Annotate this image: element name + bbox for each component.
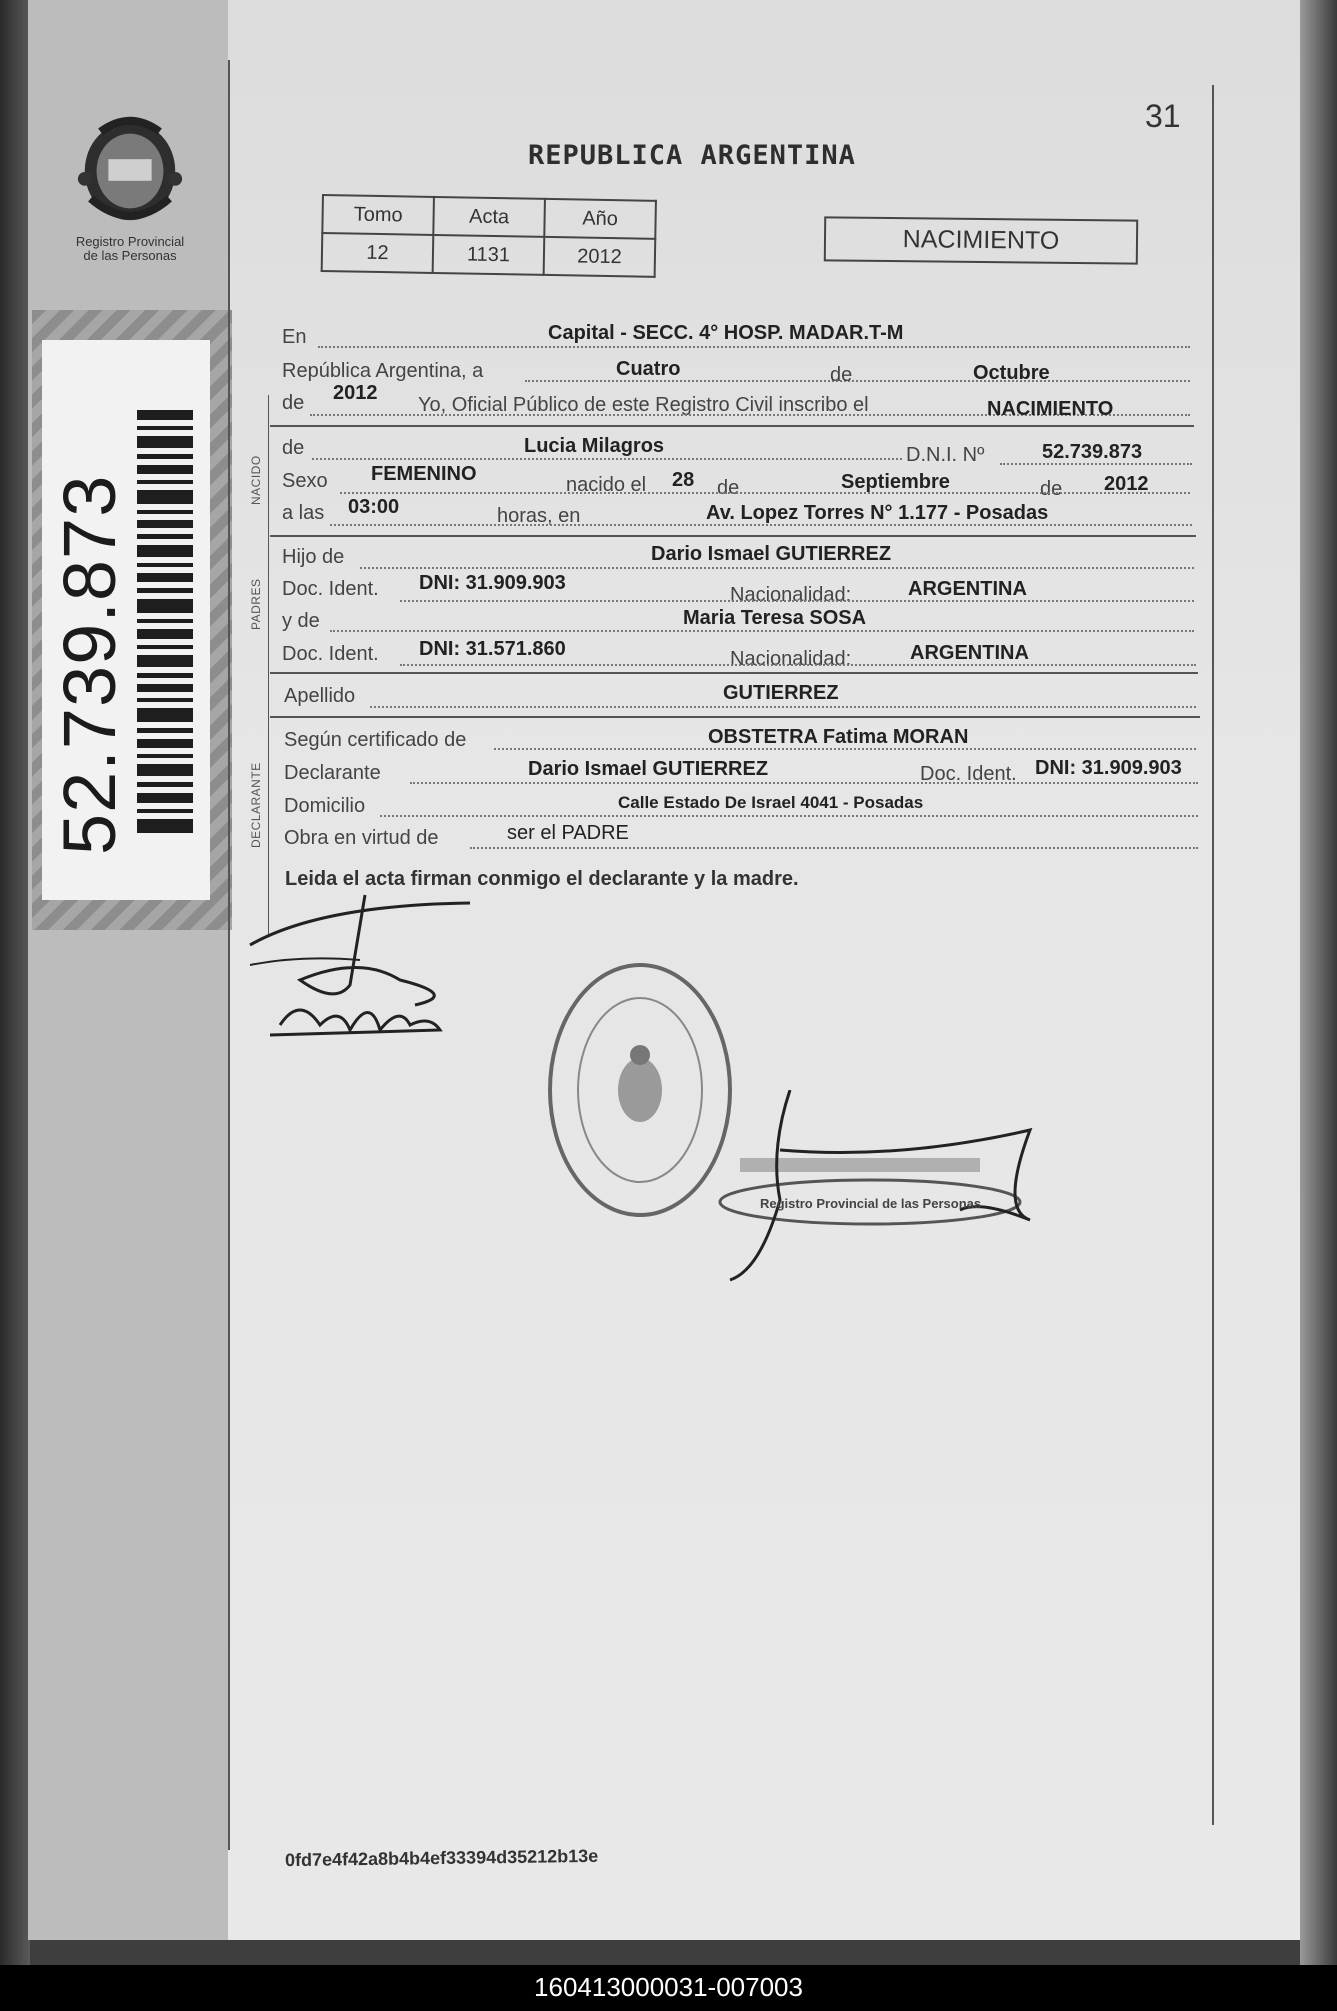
declarant-address: Calle Estado De Israel 4041 - Posadas [618,793,924,812]
surname: GUTIERREZ [723,682,839,704]
de2-label: de [282,392,305,414]
sexo-label: Sexo [282,470,328,492]
reference-table [321,194,657,278]
scan-footer-code: 160413000031-007003 [0,1965,1337,2011]
sexo-value: FEMENINO [371,463,477,485]
de5-label: de [1040,478,1063,500]
apellido-label: Apellido [284,685,356,707]
yde-label: y de [282,610,320,632]
birth-place: Av. Lopez Torres N° 1.177 - Posadas [706,502,1049,524]
barcode-icon [137,410,193,840]
act-type-box: NACIMIENTO [824,216,1138,264]
section-divider [270,425,1194,427]
margin-rule-left [228,60,230,1850]
provincial-seal-icon [71,110,189,228]
book-spine [0,0,30,1965]
hijo-label: Hijo de [282,546,345,568]
doc3-label: Doc. Ident. [920,763,1017,785]
dotted-line [360,567,1194,569]
section-divider [270,672,1198,674]
barcode-number: 52.739.873 [48,474,131,855]
birth-day: 28 [672,469,695,491]
child-dni: 52.739.873 [1042,441,1143,463]
ref-header-tomo: Tomo [322,195,434,235]
margin-rule-right [1212,85,1214,1825]
birth-time: 03:00 [348,496,400,518]
inscribe-type: NACIMIENTO [987,398,1114,420]
dotted-line [370,706,1196,708]
reference-header-row [322,195,656,239]
ref-header-acta: Acta [433,197,545,237]
declarant-doc: DNI: 31.909.903 [1035,757,1182,779]
closing-statement: Leida el acta firman conmigo el declarante y la madre. [285,868,799,890]
nacionalidad-label: Nacionalidad: [730,584,852,606]
en-label: En [282,326,307,348]
dotted-line [318,346,1190,348]
dotted-line [330,630,1194,632]
section-divider [270,716,1200,718]
segun-label: Según certificado de [284,729,467,751]
side-label-declarante: DECLARANTE [249,762,263,848]
domicilio-label: Domicilio [284,795,366,817]
section-divider [270,535,1196,537]
document-hash: 0fd7e4f42a8b4b4ef33394d35212b13e [284,1845,599,1871]
declarant-capacity: ser el PADRE [507,822,629,844]
mother-name: Maria Teresa SOSA [683,607,867,629]
de4-label: de [717,477,740,499]
reference-value-row [322,233,656,277]
father-doc: DNI: 31.909.903 [419,572,566,594]
dotted-line [494,748,1196,750]
dotted-line [400,664,1196,666]
doc-label: Doc. Ident. [282,578,379,600]
dotted-line [330,524,1192,526]
de3-label: de [282,437,305,459]
side-label-nacido: NACIDO [249,455,263,505]
ref-header-ano: Año [544,199,656,239]
registry-logo [60,110,200,263]
declarant-signature-icon [240,885,480,1075]
alas-label: a las [282,502,325,524]
dotted-line [312,458,902,460]
side-label-padres: PADRES [249,578,263,630]
oficial-text: Yo, Oficial Público de este Registro Civil inscribo el [418,394,869,416]
birth-year: 2012 [1104,473,1149,495]
ref-value-acta: 1131 [433,235,545,275]
certificate-issuer: OBSTETRA Fatima MORAN [708,726,969,748]
child-name: Lucia Milagros [524,435,665,457]
ref-value-tomo: 12 [322,233,434,273]
dotted-line [400,600,1194,602]
dni-label: D.N.I. Nº [906,444,985,466]
registry-stamp-text: Registro Provincial de las Personas [760,1196,982,1211]
nacido-label: nacido el [566,474,647,496]
dotted-line [470,847,1198,849]
year: 2012 [333,382,378,404]
republica-label: República Argentina, a [282,360,484,382]
ref-value-ano: 2012 [544,237,656,277]
book-edge [1300,0,1337,1965]
document-title: REPUBLICA ARGENTINA [528,140,856,171]
day-words: Cuatro [616,358,681,380]
horas-label: horas, en [497,505,581,527]
left-margin-panel [28,0,233,1940]
de-label: de [830,364,853,386]
logo-caption-line1: Registro Provincial [75,234,185,249]
place-registry: Capital - SECC. 4° HOSP. MADAR.T-M [548,322,904,344]
father-nationality: ARGENTINA [908,578,1027,600]
dotted-line [340,492,1190,494]
dotted-line [410,782,1198,784]
obra-label: Obra en virtud de [284,827,439,849]
father-name: Dario Ismael GUTIERREZ [651,543,892,565]
doc2-label: Doc. Ident. [282,643,379,665]
month: Octubre [973,362,1050,384]
section-rule [268,395,269,935]
page-number: 31 [1145,98,1181,134]
birth-month: Septiembre [841,471,950,493]
dotted-line [380,815,1198,817]
declarant-name: Dario Ismael GUTIERREZ [528,758,769,780]
logo-caption-line2: de las Personas [83,248,177,263]
mother-doc: DNI: 31.571.860 [419,638,566,660]
logo-caption [60,235,200,263]
declarante-label: Declarante [284,762,381,784]
mother-nationality: ARGENTINA [910,642,1029,664]
registrar-signature-icon [700,1090,1040,1290]
nacionalidad2-label: Nacionalidad: [730,648,852,670]
